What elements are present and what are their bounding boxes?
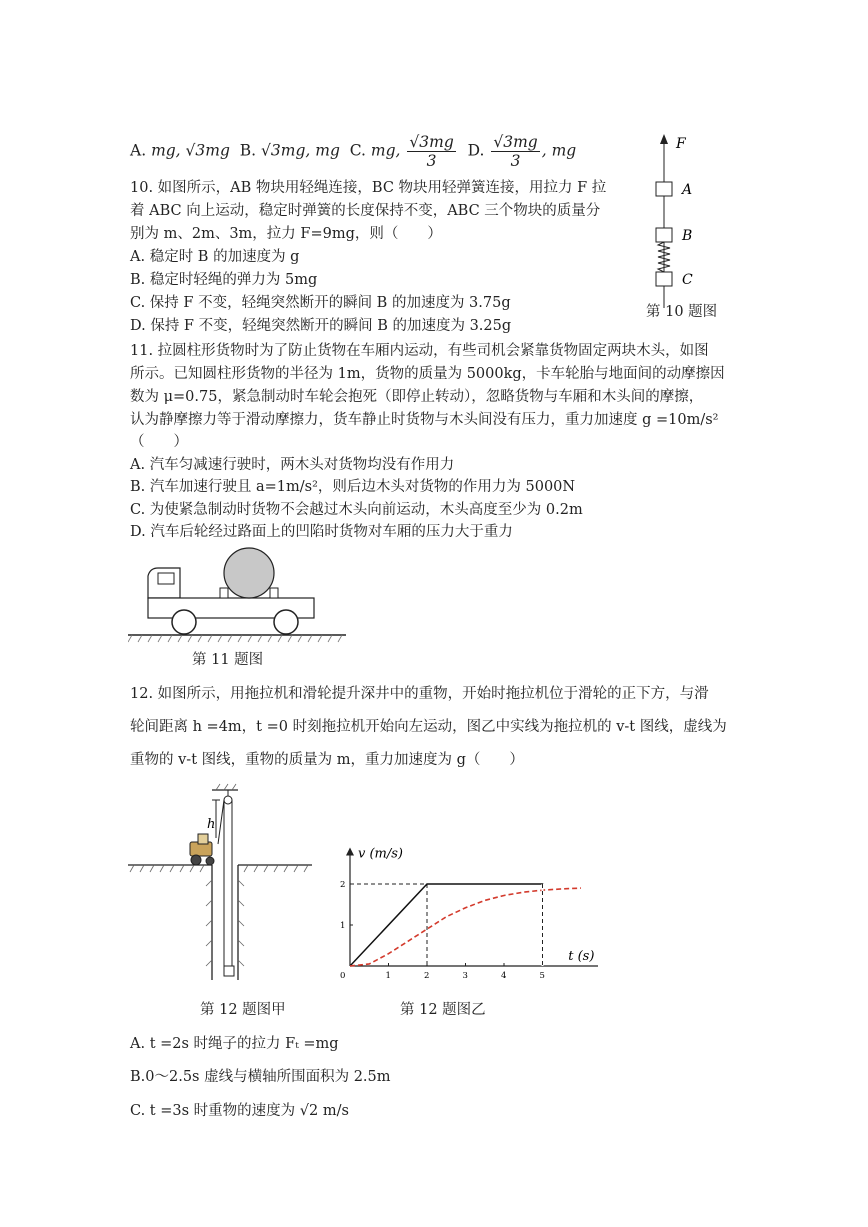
vt-y-axis-arrow-icon <box>346 848 354 856</box>
q12-rope-to-tractor <box>218 800 224 844</box>
q11-truck-window <box>158 573 174 584</box>
q12-stem-line-1: 12. 如图所示，用拖拉机和滑轮提升深井中的重物，开始时拖拉机位于滑轮的正下方，与滑 <box>130 686 709 702</box>
q11-option-c: C. 为使紧急制动时货物不会越过木头向前运动，木头高度至少为 0.2m <box>130 502 583 518</box>
q10-option-a: A. 稳定时 B 的加速度为 g <box>130 249 300 265</box>
vt-x-tick-label: 0 <box>340 971 346 981</box>
q11-wood-block-left <box>220 588 228 598</box>
vt-x-tick-label: 5 <box>539 971 545 981</box>
q9-option-c-fraction: $\frac{√3mg}{3}$ <box>409 133 454 170</box>
q12-option-a: A. t =2s 时绳子的拉力 Fₜ =mg <box>130 1036 339 1052</box>
q12-option-c: C. t =3s 时重物的速度为 √2 m/s <box>130 1103 349 1119</box>
q10-figure <box>640 128 720 308</box>
q9-options <box>130 133 576 170</box>
q11-stem-line-5: （ ） <box>130 434 188 450</box>
q10-block-c <box>656 272 672 286</box>
q10-stem-line-2: 着 ABC 向上运动，稳定时弹簧的长度保持不变，ABC 三个物块的质量分 <box>130 203 601 219</box>
q9-option-a-text: mg, √3mg <box>151 141 230 160</box>
q12-stem-line-3: 重物的 v-t 图线，重物的质量为 m，重力加速度为 g（ ） <box>130 752 524 768</box>
q11-truck-figure <box>128 540 348 646</box>
vt-y-tick-label: 1 <box>340 921 346 931</box>
q10-figure-caption: 第 10 题图 <box>646 304 718 320</box>
q12-tractor-rear-wheel <box>191 855 201 865</box>
q10-figure-label-c: C <box>682 272 693 288</box>
vt-x-tick-label: 3 <box>462 971 468 981</box>
arrow-up-icon <box>660 134 668 144</box>
q12-label-h: h <box>207 817 216 832</box>
q9-option-c-label: C. <box>349 141 366 160</box>
vt-x-tick-label: 4 <box>501 971 507 981</box>
q12-pulley <box>224 796 232 804</box>
vt-x-tick-label: 2 <box>424 971 430 981</box>
q11-stem-line-2: 所示。已知圆柱形货物的半径为 1m，货物的质量为 5000kg，卡车轮胎与地面间的动摩擦因 <box>130 366 725 382</box>
q11-rear-wheel <box>274 610 298 634</box>
q11-stem-line-1: 11. 拉圆柱形货物时为了防止货物在车厢内运动，有些司机会紧靠货物固定两块木头，如图 <box>130 343 709 359</box>
q9-option-c-text: mg, <box>370 141 401 160</box>
q12-load-block <box>224 966 234 976</box>
q10-block-a <box>656 182 672 196</box>
q12-tractor-front-wheel <box>206 857 214 865</box>
q10-figure-label-f: F <box>676 136 686 152</box>
q9-option-d-label: D. <box>467 141 485 160</box>
q12-vt-chart <box>328 828 598 988</box>
q9-option-a-label: A. <box>130 141 147 160</box>
q11-figure-caption: 第 11 题图 <box>192 652 264 668</box>
q10-option-d: D. 保持 F 不变，轻绳突然断开的瞬间 B 的加速度为 3.25g <box>130 318 512 334</box>
vt-y-axis-label: v (m/s) <box>358 846 403 862</box>
q9-option-b-text: √3mg, mg <box>261 141 340 160</box>
q11-stem-line-3: 数为 μ=0.75，紧急制动时车轮会抱死（即停止转动），忽略货物与车厢和木头间的摩擦， <box>130 389 704 405</box>
q10-option-c: C. 保持 F 不变，轻绳突然断开的瞬间 B 的加速度为 3.75g <box>130 295 511 311</box>
vt-x-axis-label: t (s) <box>568 949 595 964</box>
q12-stem-line-2: 轮间距离 h =4m，t =0 时刻拖拉机开始向左运动，图乙中实线为拖拉机的 v-t 图线，虚线为 <box>130 719 727 735</box>
q10-block-b <box>656 228 672 242</box>
q10-option-b: B. 稳定时轻绳的弹力为 5mg <box>130 272 318 288</box>
q9-option-b-label: B. <box>239 141 257 160</box>
q12-tractor-cab <box>198 834 208 844</box>
vt-series-load-dashed <box>350 888 581 966</box>
q10-stem-line-3: 别为 m、2m、3m，拉力 F=9mg，则（ ） <box>130 226 442 242</box>
q11-stem-line-4: 认为静摩擦力等于滑动摩擦力，货车静止时货物与木头间没有压力，重力加速度 g =10m/s² <box>130 412 719 428</box>
q12-figure-caption-b: 第 12 题图乙 <box>400 1002 486 1018</box>
q11-option-d: D. 汽车后轮经过路面上的凹陷时货物对车厢的压力大于重力 <box>130 524 513 540</box>
q12-well-figure <box>128 780 314 990</box>
q11-cylinder-cargo <box>224 548 274 598</box>
q10-stem-line-1: 10. 如图所示，AB 物块用轻绳连接，BC 物块用轻弹簧连接，用拉力 F 拉 <box>130 180 607 196</box>
vt-y-tick-label: 2 <box>340 880 346 890</box>
vt-series-tractor-solid <box>350 884 543 966</box>
q9-option-d-fraction: $\frac{√3mg}{3}$ <box>493 133 538 170</box>
q11-front-wheel <box>172 610 196 634</box>
q9-option-d-text: , mg <box>541 141 577 160</box>
q11-option-b: B. 汽车加速行驶且 a=1m/s²，则后边木头对货物的作用力为 5000N <box>130 479 576 495</box>
q10-figure-label-a: A <box>682 182 693 198</box>
q10-figure-label-b: B <box>682 228 693 244</box>
vt-x-tick-label: 1 <box>385 971 391 981</box>
q11-wood-block-right <box>270 588 278 598</box>
q12-figure-caption-a: 第 12 题图甲 <box>200 1002 286 1018</box>
q12-option-b: B.0～2.5s 虚线与横轴所围面积为 2.5m <box>130 1069 391 1085</box>
q11-option-a: A. 汽车匀减速行驶时，两木头对货物均没有作用力 <box>130 457 455 473</box>
